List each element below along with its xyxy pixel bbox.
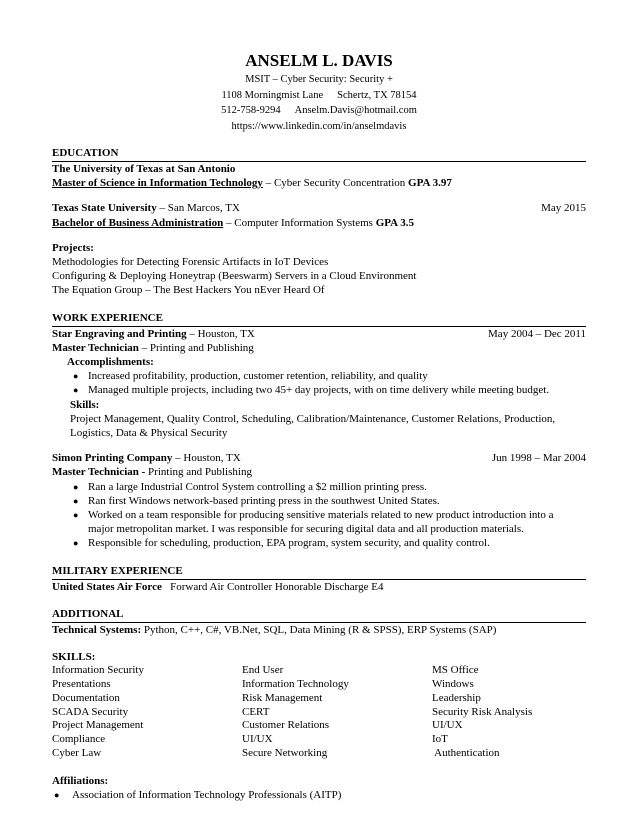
military-branch: United States Air Force <box>52 580 162 593</box>
projects-label: Projects: <box>52 241 94 254</box>
list-item: ● Association of Information Technology Professionals (AITP) <box>54 789 342 802</box>
additional-heading: ADDITIONAL <box>52 608 586 623</box>
job1-role-detail: – Printing and Publishing <box>138 341 254 354</box>
job1-role: Master Technician <box>52 341 139 354</box>
skill-item: Customer Relations <box>242 719 330 732</box>
bullet-icon: ● <box>73 495 79 506</box>
skills-heading: SKILLS: <box>52 651 96 664</box>
email-address[interactable]: Anselm.Davis@hotmail.com <box>294 105 417 116</box>
txst-location: – San Marcos, TX <box>156 202 240 215</box>
bullet-icon: ● <box>54 790 60 801</box>
resume-page <box>52 48 586 802</box>
list-item-continuation: major metropolitan market. I was responsible for securing digital data and all production materials. <box>88 523 524 536</box>
utsa-detail: – Cyber Security Concentration <box>262 177 409 190</box>
skill-item: Risk Management <box>242 691 323 704</box>
list-item: ● Managed multiple projects, including two 45+ day projects, with on time delivery while meeting budget. <box>73 384 550 397</box>
txst-row <box>52 201 586 215</box>
txst-school: Texas State University <box>52 202 157 215</box>
skill-item: Security Risk Analysis <box>432 705 533 718</box>
job2-row <box>52 451 586 465</box>
job1-row <box>52 327 586 341</box>
job1-skills: Logistics, Data & Physical Security <box>70 427 228 440</box>
skill-item: End User <box>242 664 284 677</box>
military-heading: MILITARY EXPERIENCE <box>52 565 586 580</box>
skill-item: Information Security <box>52 664 144 677</box>
accomplishments-label: Accomplishments: <box>67 356 154 369</box>
contact-line <box>52 103 586 119</box>
bullet-icon: ● <box>73 371 79 382</box>
education-heading: EDUCATION <box>52 147 586 162</box>
military-detail: Forward Air Controller Honorable Discharge E4 <box>170 580 384 593</box>
txst-degree: Bachelor of Business Administration <box>52 216 224 229</box>
street-address: 1108 Morningmist Lane <box>221 89 324 101</box>
list-item: ● Responsible for scheduling, production, EPA program, system security, and quality control. <box>73 537 490 550</box>
skill-item: CERT <box>242 705 270 718</box>
phone-number: 512-758-9294 <box>221 105 281 116</box>
skills-label: Skills: <box>70 398 100 411</box>
bullet-icon: ● <box>73 481 79 492</box>
project-item: Configuring & Deploying Honeytrap (Beeswarm) Servers in a Cloud Environment <box>52 270 417 283</box>
skill-item: Cyber Law <box>52 747 102 760</box>
skill-item: UI/UX <box>432 719 463 732</box>
affiliations-list <box>52 788 586 802</box>
job2-bullets <box>52 480 586 551</box>
job2-location: – Houston, TX <box>172 452 241 465</box>
skill-item: Authentication <box>432 747 500 760</box>
linkedin-url[interactable]: https://www.linkedin.com/in/anselmdavis <box>231 120 407 132</box>
resume-header <box>52 50 586 134</box>
job2-role-detail: Printing and Publishing <box>145 466 252 479</box>
credentials-line: MSIT – Cyber Security: Security + <box>245 74 393 85</box>
utsa-degree-line <box>52 176 586 190</box>
job1-role-line <box>52 341 586 355</box>
technical-systems-line <box>52 623 586 637</box>
job2-date: Jun 1998 – Mar 2004 <box>491 452 586 465</box>
job1-skills: Project Management, Quality Control, Scheduling, Calibration/Maintenance, Customer Relations, Production, <box>70 412 556 425</box>
skill-item: IoT <box>432 733 448 746</box>
skills-grid <box>52 664 586 761</box>
utsa-school: The University of Texas at San Antonio <box>52 163 236 175</box>
skill-item: Leadership <box>432 691 481 704</box>
work-heading: WORK EXPERIENCE <box>52 312 586 327</box>
skill-item: Documentation <box>52 691 120 704</box>
job1-location: – Houston, TX <box>186 327 255 340</box>
project-item: Methodologies for Detecting Forensic Artifacts in IoT Devices <box>52 256 329 269</box>
skill-item: Windows <box>432 678 474 691</box>
city-state-zip: Schertz, TX 78154 <box>337 89 417 101</box>
list-item: ● Increased profitability, production, customer retention, reliability, and quality <box>73 370 428 383</box>
candidate-name: ANSELM L. DAVIS <box>245 51 393 70</box>
list-item: ● Ran a large Industrial Control System controlling a $2 million printing press. <box>73 480 427 493</box>
job2-role-line <box>52 465 586 479</box>
project-item: The Equation Group – The Best Hackers You nEver Heard Of <box>52 284 325 297</box>
skill-item: Information Technology <box>242 678 349 691</box>
utsa-gpa: GPA 3.97 <box>408 177 452 190</box>
technical-systems-label: Technical Systems: <box>52 623 142 636</box>
job1-company: Star Engraving and Printing <box>52 327 187 340</box>
military-line <box>52 580 586 594</box>
txst-gpa: GPA 3.5 <box>375 216 415 229</box>
job1-bullets <box>52 369 586 397</box>
skill-item: Presentations <box>52 678 111 691</box>
txst-detail: – Computer Information Systems <box>223 216 376 229</box>
list-item: ● Ran first Windows network-based printing press in the southwest United States. <box>73 494 440 507</box>
job1-date: May 2004 – Dec 2011 <box>488 327 586 340</box>
txst-degree-line <box>52 216 586 230</box>
affiliations-label: Affiliations: <box>52 774 109 787</box>
skill-item: Secure Networking <box>242 747 328 760</box>
job2-company: Simon Printing Company <box>52 452 173 465</box>
skill-item: MS Office <box>432 664 479 677</box>
technical-systems-text: Python, C++, C#, VB.Net, SQL, Data Mining (R & SPSS), ERP Systems (SAP) <box>141 623 497 636</box>
skill-item: Project Management <box>52 719 144 732</box>
bullet-icon: ● <box>73 385 79 396</box>
bullet-icon: ● <box>73 510 79 521</box>
skill-item: Compliance <box>52 733 106 746</box>
bullet-icon: ● <box>73 538 79 549</box>
skill-item: SCADA Security <box>52 705 129 718</box>
skill-item: UI/UX <box>242 733 273 746</box>
utsa-degree: Master of Science in Information Technology <box>52 177 263 190</box>
list-item: ● Worked on a team responsible for producing sensitive materials related to new product introduction into a <box>73 509 554 522</box>
txst-date: May 2015 <box>541 202 586 215</box>
address-line <box>52 88 586 104</box>
job2-role: Master Technician - <box>52 466 146 479</box>
